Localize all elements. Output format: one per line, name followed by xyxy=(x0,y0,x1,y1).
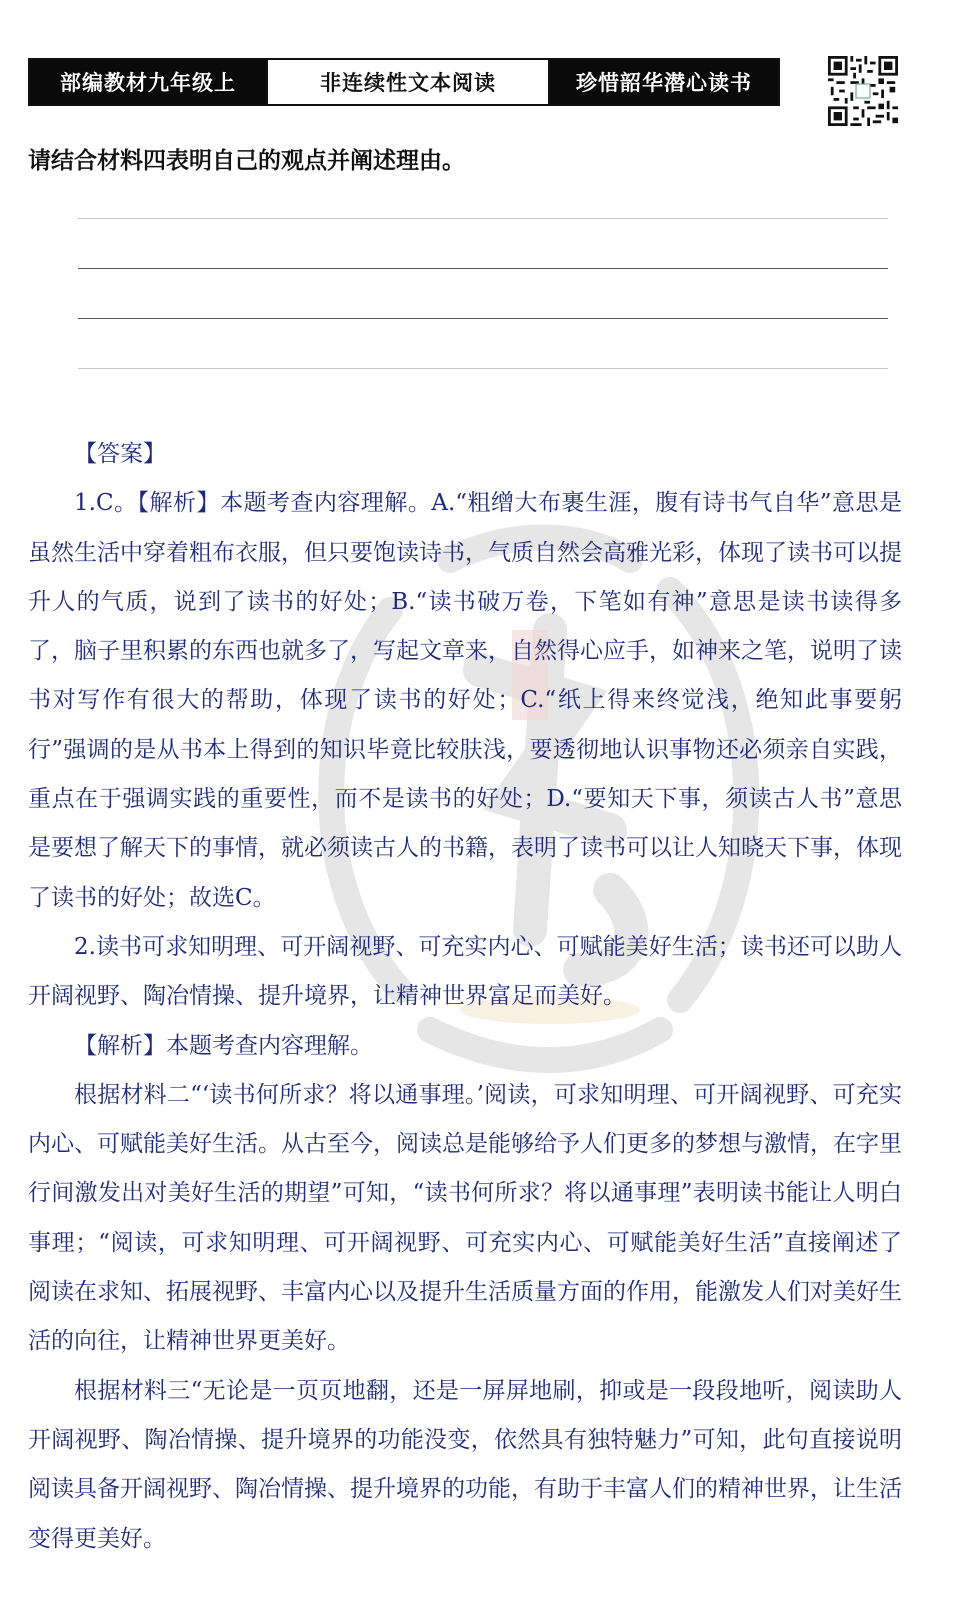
analysis-material-3: 根据材料三“无论是一页页地翻，还是一屏屏地刷，抑或是一段段地听，阅读助人开阔视野、陶冶情操、提升境界的功能没变，依然具有独特魅力”可知，此句直接说明阅读具备开阔视野、陶冶情操、提升境界的功能，有助于丰富人们的精神世界，让生活变得更美好。 xyxy=(28,1377,902,1552)
header-theme: 珍惜韶华潜心读书 xyxy=(550,60,778,104)
header-topic: 非连续性文本阅读 xyxy=(266,60,550,104)
header-bar xyxy=(28,58,780,106)
answer-section xyxy=(28,430,902,1564)
question-prompt: 请结合材料四表明自己的观点并阐述理由。 xyxy=(28,148,465,174)
answer-line xyxy=(78,368,888,369)
answer-q2-analysis: 【解析】本题考查内容理解。 xyxy=(74,1032,373,1059)
answer-q1: 1.C。【解析】本题考查内容理解。A.“粗缯大布裹生涯，腹有诗书气自华”意思是虽然生活中穿着粗布衣服，但只要饱读诗书，气质自然会高雅光彩，体现了读书可以提升人的气质，说到了读书的好处；B.“读书破万卷，下笔如有神”意思是读书读得多了，脑子里积累的东西也就多了，写起文章来，自然得心应手，如神来之笔，说明了读书对写作有很大的帮助，体现了读书的好处；C.“纸上得来终觉浅，绝知此事要躬行”强调的是从书本上得到的知识毕竟比较肤浅，要透彻地认识事物还必须亲自实践，重点在于强调实践的重要性，而不是读书的好处；D.“要知天下事，须读古人书”意思是要想了解天下的事情，就必须读古人的书籍，表明了读书可以让人知晓天下事，体现了读书的好处；故选C。 xyxy=(28,490,902,911)
answer-line xyxy=(78,268,888,269)
answer-q2: 2.读书可求知明理、可开阔视野、可充实内心、可赋能美好生活；读书还可以助人开阔视野、陶冶情操、提升境界，让精神世界富足而美好。 xyxy=(28,933,902,1010)
analysis-material-2: 根据材料二“‘读书何所求？将以通事理。’阅读，可求知明理、可开阔视野、可充实内心、可赋能美好生活。从古至今，阅读总是能够给予人们更多的梦想与激情，在字里行间激发出对美好生活的期望”可知，“读书何所求？将以通事理”表明读书能让人明白事理；“阅读，可求知明理、可开阔视野、可充实内心、可赋能美好生活”直接阐述了阅读在求知、拓展视野、丰富内心以及提升生活质量方面的作用，能激发人们对美好生活的向往，让精神世界更美好。 xyxy=(28,1081,902,1355)
answer-heading: 【答案】 xyxy=(74,441,166,467)
answer-line xyxy=(78,318,888,319)
qr-code-icon xyxy=(828,56,898,126)
header-grade: 部编教材九年级上 xyxy=(30,60,266,104)
answer-line xyxy=(78,218,888,219)
